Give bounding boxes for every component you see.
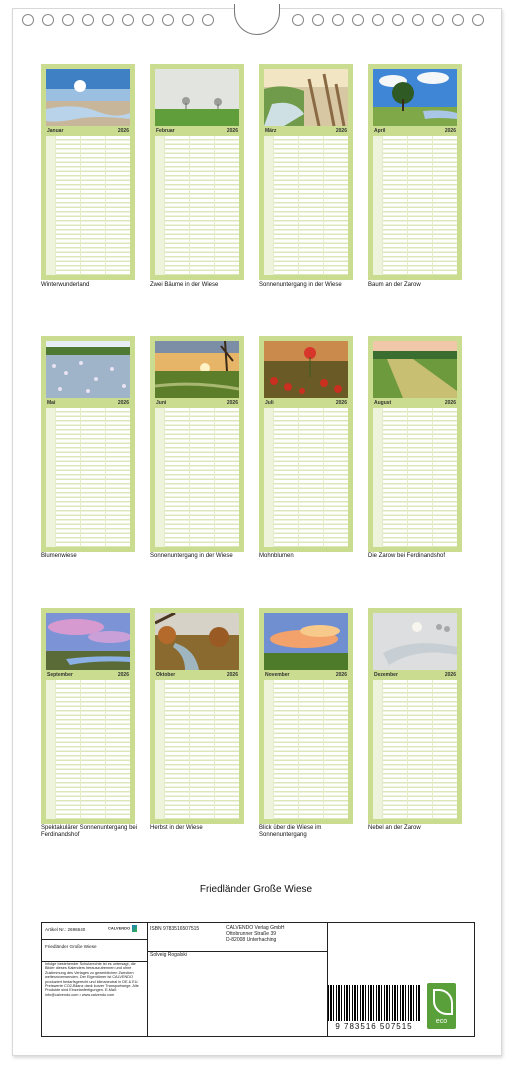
month-caption: Winterwunderland xyxy=(41,282,90,288)
author-name: Solveig Rogalski xyxy=(150,952,187,958)
month-card-november xyxy=(259,608,353,824)
month-header xyxy=(46,399,130,407)
month-header xyxy=(155,399,239,407)
month-name: April xyxy=(374,128,386,134)
product-title: Friedländer Große Wiese xyxy=(45,944,97,949)
month-year: 2026 xyxy=(226,672,238,678)
binding-hole xyxy=(452,14,464,26)
binding-hole xyxy=(202,14,214,26)
binding-hole xyxy=(472,14,484,26)
month-year: 2026 xyxy=(117,672,129,678)
month-header xyxy=(264,127,348,135)
month-year: 2026 xyxy=(335,128,347,134)
month-caption: Nebel an der Zarow xyxy=(368,825,421,831)
month-card-december xyxy=(368,608,462,824)
month-year: 2026 xyxy=(335,672,347,678)
calvendo-logo xyxy=(108,925,144,935)
month-header xyxy=(373,127,457,135)
isbn: ISBN 9783516507515 xyxy=(150,926,200,932)
month-caption: Blumenwiese xyxy=(41,553,77,559)
day-grid xyxy=(155,408,239,547)
month-year: 2026 xyxy=(117,128,129,134)
binding-hole xyxy=(332,14,344,26)
month-card-may xyxy=(41,336,135,552)
month-photo xyxy=(46,341,130,398)
month-card-july xyxy=(259,336,353,552)
day-grid xyxy=(155,136,239,275)
calendar-title: Friedländer Große Wiese xyxy=(199,884,313,895)
month-name: Mai xyxy=(47,400,56,406)
month-name: September xyxy=(47,672,73,678)
binding-hole xyxy=(122,14,134,26)
month-header xyxy=(155,127,239,135)
day-grid xyxy=(264,680,348,819)
binding-hole xyxy=(352,14,364,26)
binding-hole xyxy=(372,14,384,26)
month-name: Dezember xyxy=(374,672,398,678)
leaf-icon xyxy=(433,989,453,1015)
month-card-april xyxy=(368,64,462,280)
binding-hole xyxy=(142,14,154,26)
month-header xyxy=(264,671,348,679)
day-grid xyxy=(264,408,348,547)
month-photo xyxy=(264,69,348,126)
barcode xyxy=(328,985,420,1021)
day-grid xyxy=(46,408,130,547)
month-name: Januar xyxy=(47,128,64,134)
month-photo xyxy=(264,341,348,398)
binding-hole xyxy=(392,14,404,26)
article-number: Artikel Nr.: 2696640 xyxy=(45,927,86,932)
month-header xyxy=(264,399,348,407)
month-year: 2026 xyxy=(335,400,347,406)
month-photo xyxy=(155,613,239,670)
month-header xyxy=(46,127,130,135)
binding-hole xyxy=(412,14,424,26)
day-grid xyxy=(373,680,457,819)
month-caption: Sonnenuntergang in der Wiese xyxy=(150,553,233,559)
month-name: Oktober xyxy=(156,672,176,678)
month-caption: Herbst in der Wiese xyxy=(150,825,203,831)
month-card-march xyxy=(259,64,353,280)
binding-hole xyxy=(62,14,74,26)
month-header xyxy=(155,671,239,679)
month-caption: Sonnenuntergang in der Wiese xyxy=(259,282,342,288)
logo-text: CALVENDO xyxy=(108,925,131,931)
month-caption: Zwei Bäume in der Wiese xyxy=(150,282,219,288)
publisher-street: Ottobrunner Straße 39 xyxy=(226,931,277,937)
month-name: November xyxy=(265,672,290,678)
month-caption: Blick über die Wiese im Sonnenuntergang xyxy=(259,825,322,838)
eco-label: eco xyxy=(435,1018,448,1025)
month-name: Juni xyxy=(156,400,167,406)
month-header xyxy=(46,671,130,679)
month-year: 2026 xyxy=(226,128,238,134)
binding-hole xyxy=(292,14,304,26)
month-photo xyxy=(155,341,239,398)
month-name: Februar xyxy=(156,128,175,134)
binding-hole xyxy=(312,14,324,26)
legal-notice: Infolge bestehender Schutzrechte ist es untersagt, die Bilder dieses Kalenders herauszutrennen und ohne Zustimmung des Verlages zu gewerblichen Zwecken weiterzuverwenden. Der Eigentümer ist CALVENDO produziert bedarfsgerecht und klimaneutral in DE & EU. Preiswerte CO2-Bilanz dank kurzer Transportwege. Alle Produkte sind Einzelanfertigungen. E-Mail: info@calvendo.com • www.calvendo.com xyxy=(45,962,139,997)
month-name: März xyxy=(265,128,277,134)
month-caption: Spektakulärer Sonnenuntergang bei Ferdinandshof xyxy=(41,825,138,838)
month-year: 2026 xyxy=(444,400,456,406)
eco-badge xyxy=(427,983,456,1029)
month-header xyxy=(373,399,457,407)
publisher-name: CALVENDO Verlag GmbH xyxy=(226,925,285,931)
binding-hole xyxy=(102,14,114,26)
month-header xyxy=(373,671,457,679)
month-name: August xyxy=(374,400,392,406)
month-name: Juli xyxy=(265,400,274,406)
month-photo xyxy=(46,69,130,126)
month-year: 2026 xyxy=(444,128,456,134)
month-caption: Baum an der Zarow xyxy=(368,282,421,288)
month-photo xyxy=(373,69,457,126)
day-grid xyxy=(155,680,239,819)
month-card-august xyxy=(368,336,462,552)
month-year: 2026 xyxy=(226,400,238,406)
month-photo xyxy=(155,69,239,126)
month-caption: Die Zarow bei Ferdinandshof xyxy=(368,553,446,559)
month-photo xyxy=(373,613,457,670)
day-grid xyxy=(373,408,457,547)
binding-hole xyxy=(82,14,94,26)
barcode-number: 9 783516 507515 xyxy=(335,1022,413,1031)
month-year: 2026 xyxy=(117,400,129,406)
month-card-january xyxy=(41,64,135,280)
month-card-february xyxy=(150,64,244,280)
month-card-june xyxy=(150,336,244,552)
binding-hole xyxy=(42,14,54,26)
day-grid xyxy=(46,680,130,819)
month-photo xyxy=(373,341,457,398)
month-card-october xyxy=(150,608,244,824)
month-photo xyxy=(264,613,348,670)
binding-hole xyxy=(432,14,444,26)
month-year: 2026 xyxy=(444,672,456,678)
binding-hole xyxy=(22,14,34,26)
day-grid xyxy=(46,136,130,275)
month-photo xyxy=(46,613,130,670)
binding-hole xyxy=(182,14,194,26)
month-card-september xyxy=(41,608,135,824)
binding-hole xyxy=(162,14,174,26)
month-caption: Mohnblumen xyxy=(259,553,294,559)
day-grid xyxy=(373,136,457,275)
publisher-city: D-82008 Unterhaching xyxy=(226,937,277,943)
day-grid xyxy=(264,136,348,275)
